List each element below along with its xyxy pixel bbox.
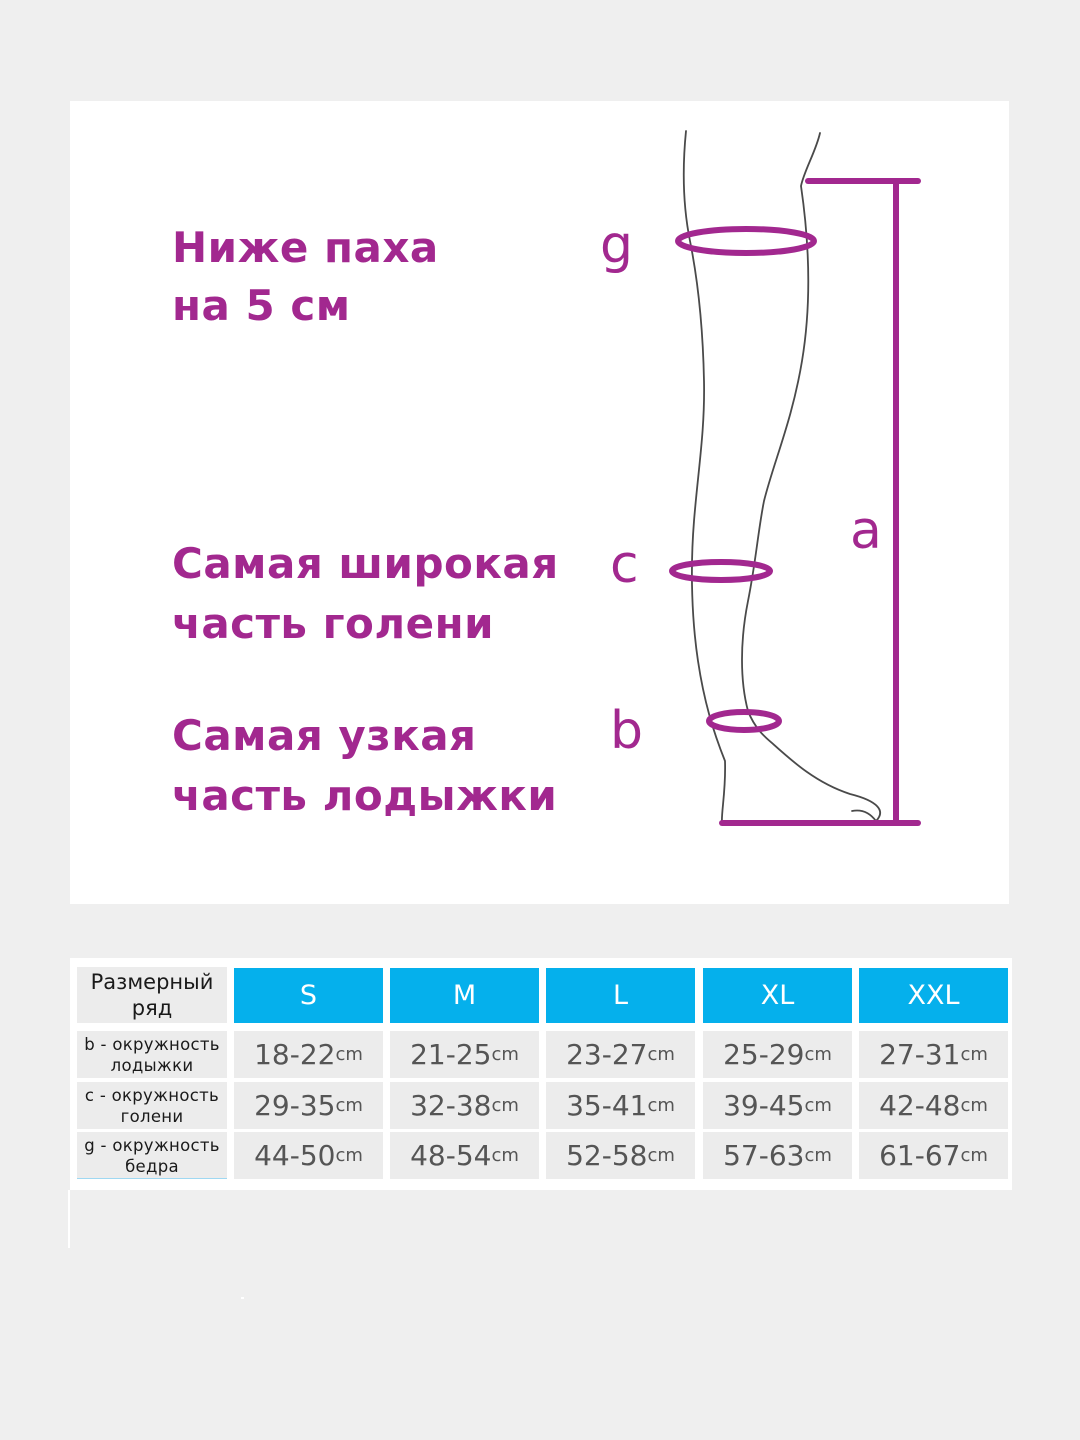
size-header-xl: XL xyxy=(703,968,852,1023)
table-cell: 21-25 cm xyxy=(390,1031,539,1078)
table-cell: 52-58 cm xyxy=(546,1132,695,1179)
table-cell: 44-50 cm xyxy=(234,1132,383,1179)
measurement-diagram xyxy=(70,101,1009,904)
size-header-xxl: XXL xyxy=(859,968,1008,1023)
toe-outline xyxy=(852,810,876,821)
table-cell: 39-45 cm xyxy=(703,1082,852,1129)
row-label-calf: c - окружность голени xyxy=(77,1082,227,1129)
label-c-line2: часть голени xyxy=(172,599,495,648)
thigh-ring-g xyxy=(678,229,814,253)
size-range-header: Размерный ряд xyxy=(77,967,227,1023)
decorative-strip xyxy=(68,1190,70,1248)
table-cell: 57-63 cm xyxy=(703,1132,852,1179)
size-header-m: M xyxy=(390,968,539,1023)
size-header-s: S xyxy=(234,968,383,1023)
table-cell: 18-22 cm xyxy=(234,1031,383,1078)
letter-g: g xyxy=(600,215,634,275)
letter-c: c xyxy=(610,535,639,595)
ankle-ring-b xyxy=(709,712,779,730)
label-b-line2: часть лодыжки xyxy=(172,771,558,820)
table-cell: 23-27 cm xyxy=(546,1031,695,1078)
label-b-line1: Самая узкая xyxy=(172,711,477,760)
table-cell: 61-67 cm xyxy=(859,1132,1008,1179)
table-cell: 32-38 cm xyxy=(390,1082,539,1129)
letter-b: b xyxy=(610,701,644,761)
table-cell: 25-29 cm xyxy=(703,1031,852,1078)
label-g-line2: на 5 см xyxy=(172,281,351,330)
table-cell: 27-31 cm xyxy=(859,1031,1008,1078)
size-header-l: L xyxy=(546,968,695,1023)
table-cell: 29-35 cm xyxy=(234,1082,383,1129)
table-cell: 35-41 cm xyxy=(546,1082,695,1129)
row-label-ankle: b - окружность лодыжки xyxy=(77,1031,227,1078)
calf-ring-c xyxy=(672,562,770,580)
size-table xyxy=(70,958,1012,1190)
table-cell: 48-54 cm xyxy=(390,1132,539,1179)
label-c-line1: Самая широкая xyxy=(172,539,559,588)
decorative-dot xyxy=(241,1297,244,1299)
table-cell: 42-48 cm xyxy=(859,1082,1008,1129)
header-underline xyxy=(77,1178,227,1179)
label-g-line1: Ниже паха xyxy=(172,223,439,272)
letter-a: a xyxy=(850,501,882,561)
row-label-thigh: g - окружность бедра xyxy=(77,1132,227,1179)
